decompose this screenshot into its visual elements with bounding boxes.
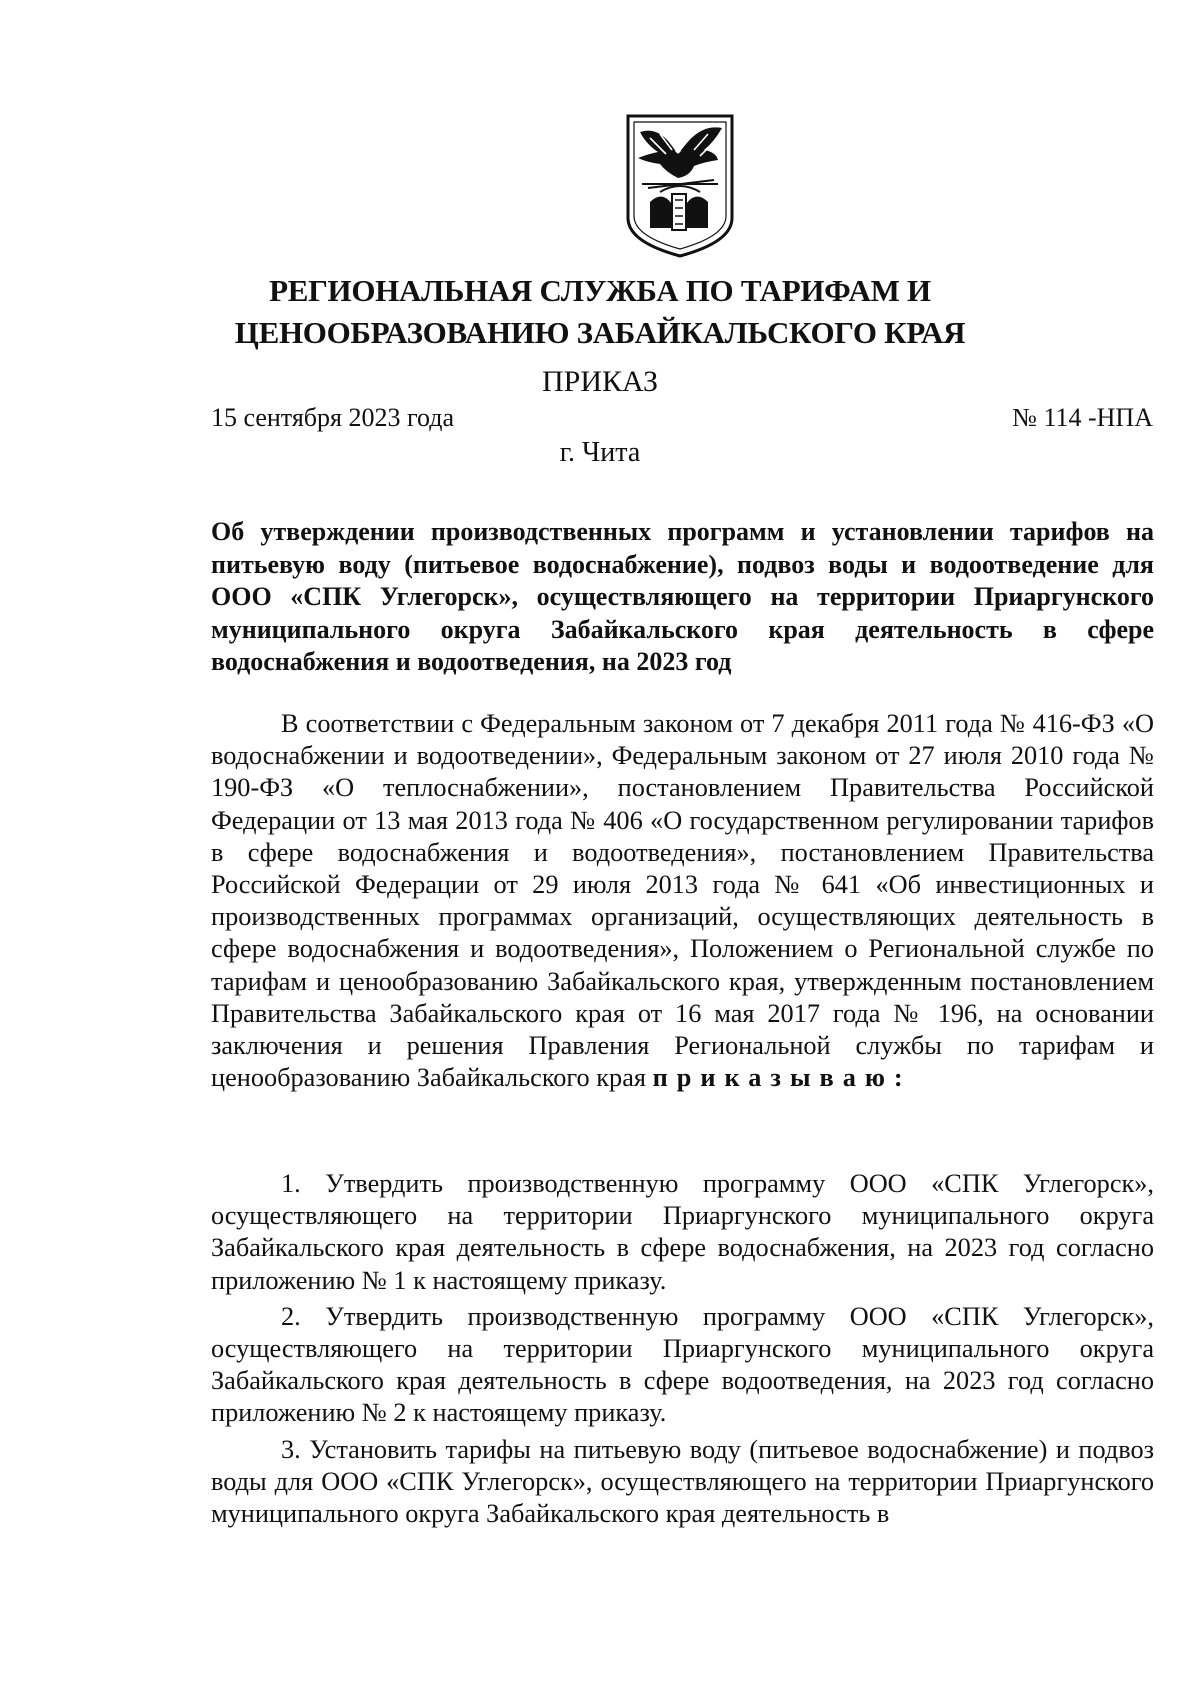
order-item-3: 3. Установить тарифы на питьевую воду (питьевое водоснабжение) и подвоз воды для ООО «СПК Углегорск», осуществляющего на территории Приаргунского муниципального округа Забайкальского края деятельность в bbox=[211, 1434, 1154, 1529]
organization-name bbox=[0, 270, 1200, 354]
intro-text: В соответствии с Федеральным законом от 7 декабря 2011 года № 416-ФЗ «О водоснабжении и водоотведении», Федеральным законом от 27 июля 2010 года № 190-ФЗ «О теплоснабжении», постановлением Правительства Российской Федерации от 13 мая 2013 года № 406 «О государственном регулировании тарифов в сфере водоснабжения и водоотведения», постановлением Правительства Российской Федерации от 29 июля 2013 года № 641 «Об инвестиционных и производственных программах организаций, осуществляющих деятельность в сфере водоснабжения и водоотведения», Положением о Региональной службе по тарифам и ценообразованию Забайкальского края, утвержденным постановлением Правительства Забайкальского края от 16 мая 2017 года № 196, на основании заключения и решения Правления Региональной службы по тарифам и ценообразованию Забайкальского края bbox=[211, 709, 1154, 1093]
document-title: Об утверждении производственных программ и установлении тарифов на питьевую воду (питьевое водоснабжение), подвоз воды и водоотведение для ООО «СПК Углегорск», осуществляющего на территории Приаргунского муниципального округа Забайкальского края деятельность в сфере водоснабжения и водоотведения, на 2023 год bbox=[211, 517, 1154, 676]
document-city: г. Чита bbox=[559, 437, 641, 468]
organization-name-line2: ЦЕНООБРАЗОВАНИЮ ЗАБАЙКАЛЬСКОГО КРАЯ bbox=[234, 315, 966, 350]
coat-of-arms-icon bbox=[620, 110, 740, 260]
document-number: № 114 -НПА bbox=[1012, 403, 1153, 432]
order-item-1: 1. Утвердить производственную программу ООО «СПК Углегорск», осуществляющего на территории Приаргунского муниципального округа Забайкальского края деятельность в сфере водоснабжения, на 2023 год согласно приложению № 1 к настоящему приказу. bbox=[211, 1169, 1154, 1295]
order-items bbox=[211, 1168, 1154, 1534]
organization-name-line1: РЕГИОНАЛЬНАЯ СЛУЖБА ПО ТАРИФАМ И bbox=[269, 273, 931, 308]
order-word: приказываю: bbox=[652, 1063, 912, 1093]
intro-paragraph bbox=[211, 708, 1154, 1094]
order-item-2: 2. Утвердить производственную программу ООО «СПК Углегорск», осуществляющего на территории Приаргунского муниципального округа Забайкальского края деятельность в сфере водоотведения, на 2023 год согласно приложению № 2 к настоящему приказу. bbox=[211, 1301, 1154, 1428]
document-date: 15 сентября 2023 года bbox=[211, 403, 455, 432]
document-type: ПРИКАЗ bbox=[542, 365, 658, 398]
